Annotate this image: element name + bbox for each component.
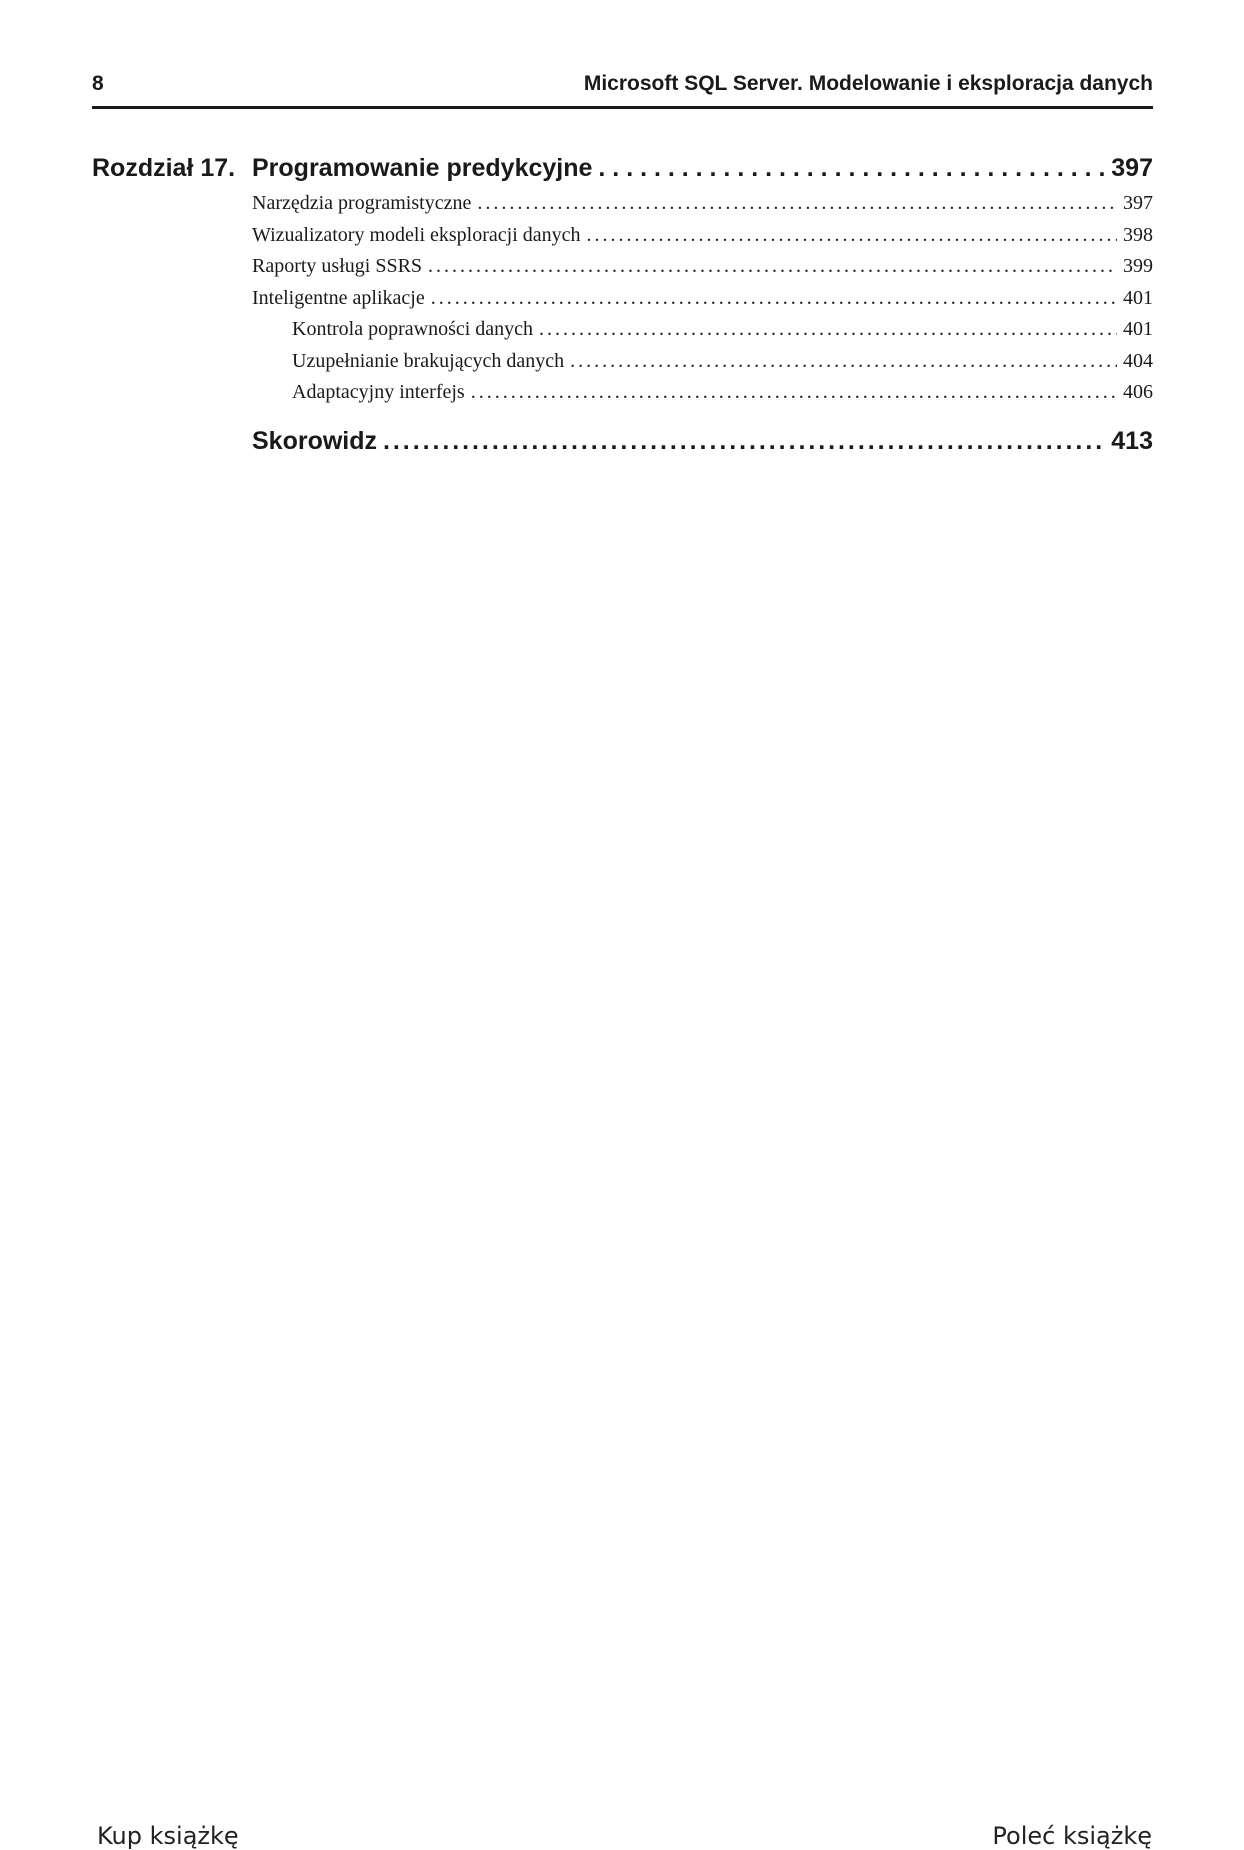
table-of-contents [92,154,1153,463]
section-title: Inteligentne aplikacje [252,286,425,309]
page-header [92,72,1153,109]
chapter-title: Programowanie predykcyjne [252,154,593,182]
section-title: Narzędzia programistyczne [252,192,472,214]
buy-book-link[interactable]: Kup książkę [97,1822,239,1850]
toc-subsection[interactable] [92,381,1153,413]
leader-dots [431,287,1117,310]
leader-dots [570,350,1117,373]
toc-index[interactable] [92,427,1153,463]
chapter-page: 397 [1111,154,1153,182]
book-title: Microsoft SQL Server. Modelowanie i eksploracja danych [583,72,1153,95]
leader-dots [587,224,1117,247]
toc-section[interactable] [92,224,1153,256]
recommend-book-link[interactable]: Poleć książkę [992,1822,1152,1850]
subsection-title: Adaptacyjny interfejs [292,381,465,403]
subsection-page: 406 [1123,381,1153,403]
toc-subsection[interactable] [92,318,1153,350]
subsection-title: Kontrola poprawności danych [292,318,534,340]
leader-dots [598,154,1105,183]
chapter-number: Rozdział 17. [92,154,236,182]
section-page: 397 [1123,192,1153,214]
section-page: 398 [1123,223,1153,246]
subsection-page: 404 [1123,349,1153,372]
toc-section[interactable] [92,192,1153,224]
toc-section[interactable] [92,287,1153,319]
section-title: Raporty usługi SSRS [252,255,423,277]
subsection-title: Uzupełnianie brakujących danych [292,349,565,372]
toc-section[interactable] [92,255,1153,287]
leader-dots [383,427,1105,456]
index-page: 413 [1111,426,1153,455]
toc-chapter[interactable] [92,154,1153,192]
leader-dots [477,192,1117,215]
section-title: Wizualizatory modeli eksploracji danych [252,223,581,246]
page-number: 8 [92,72,104,95]
leader-dots [539,318,1117,341]
index-title: Skorowidz [252,426,378,455]
leader-dots [471,381,1117,404]
leader-dots [428,255,1117,278]
section-page: 399 [1123,255,1153,277]
toc-subsection[interactable] [92,350,1153,382]
subsection-page: 401 [1123,318,1153,340]
section-page: 401 [1123,286,1153,309]
